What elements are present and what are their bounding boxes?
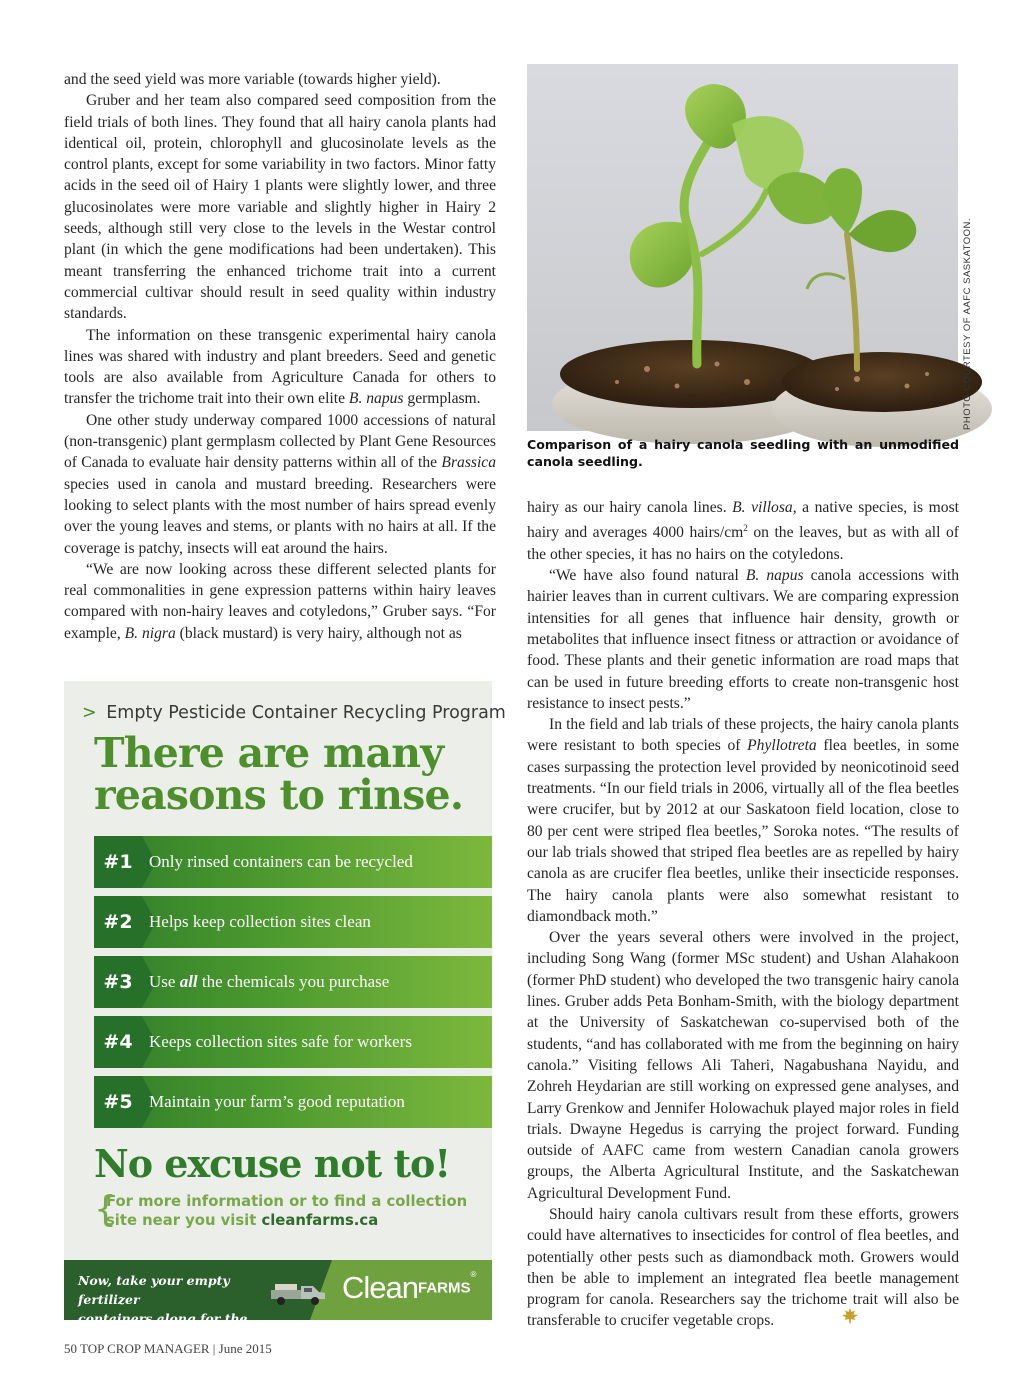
ad-footer-banner bbox=[64, 1260, 492, 1345]
photo-caption: Comparison of a hairy canola seedling with an unmodified canola seedling. bbox=[527, 437, 959, 469]
ad-reason-5: #5 Maintain your farm’s good reputation bbox=[94, 1076, 492, 1128]
cleanfarms-logo: CleanFARMS® bbox=[342, 1270, 477, 1305]
ad-reason-3: #3 Use all the chemicals you purchase bbox=[94, 956, 492, 1008]
page-footer: 50 TOP CROP MANAGER | June 2015 bbox=[64, 1341, 272, 1356]
ad-reason-2: #2 Helps keep collection sites clean bbox=[94, 896, 492, 948]
ad-program-title: > Empty Pesticide Container Recycling Program bbox=[82, 703, 506, 723]
seedling-photo bbox=[527, 64, 958, 431]
cleanfarms-link[interactable]: cleanfarms.ca bbox=[261, 1212, 379, 1229]
article-paragraph: and the seed yield was more variable (towards higher yield). bbox=[64, 71, 441, 88]
article-left-column bbox=[64, 69, 496, 644]
photo-credit: PHOTO COURTESY OF AAFC SASKATOON. bbox=[962, 218, 973, 430]
article-paragraph: Should hairy canola cultivars result from these efforts, growers could have alternatives to insecticides for control of flea beetles, and potentially other pests such as diamondback moth. Growers would then be able to implement an integrated flea beetle management program for canola. Researchers say the trichome trait will also be transferable to crucifer vegetable crops. bbox=[527, 1205, 959, 1330]
article-paragraph: “We are now looking across these different selected plants for real commonalities in gene expression patterns within hairy leaves compared with non-hairy leaves and cotyledons,” Gruber says. “For example, B. nigra (black mustard) is very hairy, although not as bbox=[64, 560, 496, 642]
article-paragraph: Gruber and her team also compared seed composition from the field trials of both lines. They found that all hairy canola plants had identical oil, protein, chlorophyll and glucosinolate levels as the control plants, except for some variability in two factors. Minor fatty acids in the seed oil of Hairy 1 plants were slightly lower, and three glucosinolates were more variable and slightly higher in Hairy 2 seeds, although still very close to the levels in the Westar control plant (in which the gene modifications had been undertaken). This meant transferring the enhanced trichome trait into a current commercial cultivar should result in seed quality within industry standards. bbox=[64, 92, 496, 323]
article-paragraph: The information on these transgenic experimental hairy canola lines was shared with industry and plant breeders. Seed and genetic tools are also available from Agriculture Canada for others to transfer the trichome trait into their own elite B. napus germplasm. bbox=[64, 326, 496, 408]
maple-leaf-icon bbox=[841, 1308, 859, 1324]
article-paragraph: One other study underway compared 1000 accessions of natural (non-transgenic) plant germplasm collected by Plant Gene Resources of Canada to evaluate hair density patterns within all of the Brassica species used in canola and mustard breeding. Researchers were looking to select plants with the most number of hairs spread evenly over the young leaves and stems, or plants with no hairs at all. If the coverage is patchy, insects will eat around the hairs. bbox=[64, 411, 496, 557]
article-paragraph: hairy as our hairy canola lines. B. villosa, a native species, is most hairy and averages 4000 hairs/$cm^2$ on the leaves, but as with all of the other species, it has no hairs on the cotyledons. bbox=[527, 499, 959, 563]
ad-reason-1: #1 Only rinsed containers can be recycled bbox=[94, 836, 492, 888]
ad-tagline: No excuse not to! bbox=[94, 1141, 451, 1186]
ad-reason-4: #4 Keeps collection sites safe for workers bbox=[94, 1016, 492, 1068]
article-paragraph: Over the years several others were involved in the project, including Song Wang (former MSc student) and Ushan Alahakoon (former PhD student) who developed the two transgenic hairy canola lines. Gruber adds Peta Bonham-Smith, with the biology department at the University of Saskatchewan co-supervised both of the students, “and has collaborated with me from the beginning on hairy canola.” Visiting fellows Ali Taheri, Nagabushana Nayidu, and Zohreh Heydarian are still working on expressed gene analyses, and Larry Grenkow and Jennifer Holowachuk played major roles in field trials. Dwayne Hegedus is carrying the project forward. Funding outside of AAFC came from western Canadian canola growers groups, the Alberta Agricultural Institute, and the Saskatchewan Agricultural Development Fund. bbox=[527, 929, 959, 1202]
fertilizer-message: Now, take your empty fertilizer containers along for the ride! bbox=[78, 1273, 248, 1345]
chevron-right-icon: > bbox=[82, 703, 97, 723]
article-paragraph: “We have also found natural B. napus canola accessions with hairier leaves than in current cultivars. We are comparing expression intensities for all genes that influence hair density, growth or metabolites that influence insect fitness or attraction or avoidance of food. These plants and their genetic information are road maps that can be used in future breeding efforts to create non-transgenic host resistance to insect pests.” bbox=[527, 567, 959, 712]
recycling-ad[interactable] bbox=[64, 681, 506, 1345]
seedling-illustration bbox=[527, 64, 958, 431]
article-right-column bbox=[527, 497, 959, 1332]
ad-headline: There are many reasons to rinse. bbox=[94, 729, 464, 819]
ad-info: { For more information or to find a collection site near you visit cleanfarms.ca bbox=[94, 1189, 468, 1230]
brace-decoration: { bbox=[94, 1189, 117, 1230]
pickup-truck-icon bbox=[269, 1280, 327, 1306]
article-paragraph: In the field and lab trials of these projects, the hairy canola plants were resistant to both species of Phyllotreta flea beetles, in some cases surpassing the protection level provided by neonicotinoid seed treatments. “In our field trials in 2006, virtually all of the flea beetles were crucifer, but by 2012 at our Saskatoon field location, close to 80 per cent were striped flea beetles,” Soroka notes. “The results of our lab trials showed that striped flea beetles are as repelled by hairy canola as are crucifer flea beetles, unlike their insecticide responses. The hairy canola plants were also somewhat resistant to diamondback moth.” bbox=[527, 716, 959, 925]
